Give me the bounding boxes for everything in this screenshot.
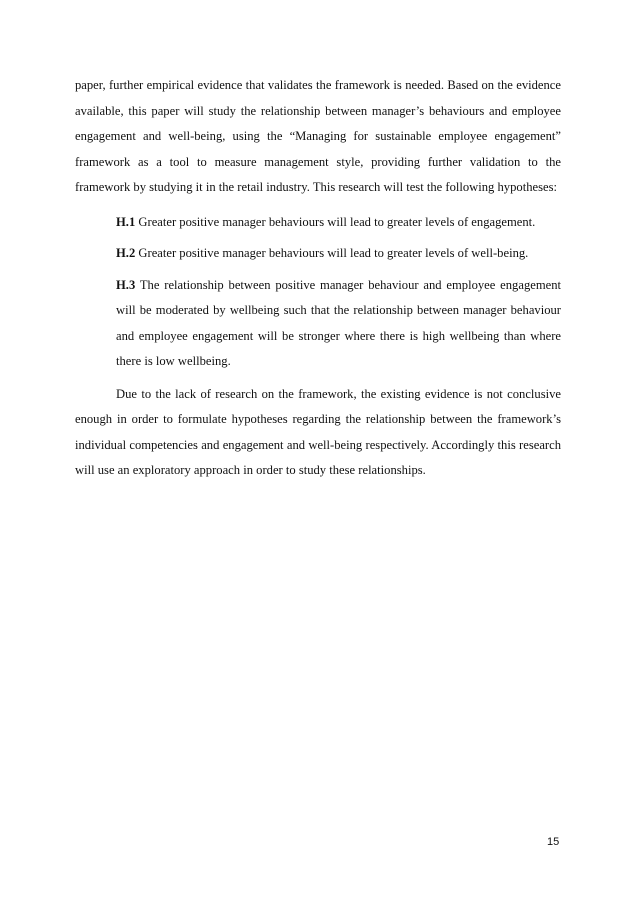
page-number: 15 xyxy=(547,836,560,848)
hypothesis-label: H.1 xyxy=(116,214,136,229)
hypothesis-text: Greater positive manager behaviours will lead to greater levels of engagement. xyxy=(138,214,536,229)
hypothesis-h3 xyxy=(116,273,561,375)
hypothesis-label: H.3 xyxy=(116,277,136,292)
intro-paragraph: paper, further empirical evidence that validates the framework is needed. Based on the evidence available, this paper will study the relationship between manager’s behaviours and employee engagement and well-being, using the “Managing for sustainable employee engagement” framework as a tool to measure management style, providing further validation to the framework by studying it in the retail industry. This research will test the following hypotheses: xyxy=(75,78,561,194)
closing-paragraph: Due to the lack of research on the framework, the existing evidence is not conclusive enough in order to formulate hypotheses regarding the relationship between the framework’s individual competencies and engagement and well-being respectively. Accordingly this research will use an exploratory approach in order to study these relationships. xyxy=(75,386,561,477)
hypothesis-label: H.2 xyxy=(116,246,136,260)
hypothesis-h1 xyxy=(116,210,561,236)
body-text xyxy=(75,73,561,484)
hypothesis-text: Greater positive manager behaviours will lead to greater levels of well-being. xyxy=(138,246,529,260)
hypothesis-text: The relationship between positive manager behaviour and employee engagement will be moderated by wellbeing such that the relationship between manager behaviour and employee engagement will be stronger where there is high wellbeing than where there is low wellbeing. xyxy=(116,277,562,368)
hypothesis-h2 xyxy=(116,241,561,267)
